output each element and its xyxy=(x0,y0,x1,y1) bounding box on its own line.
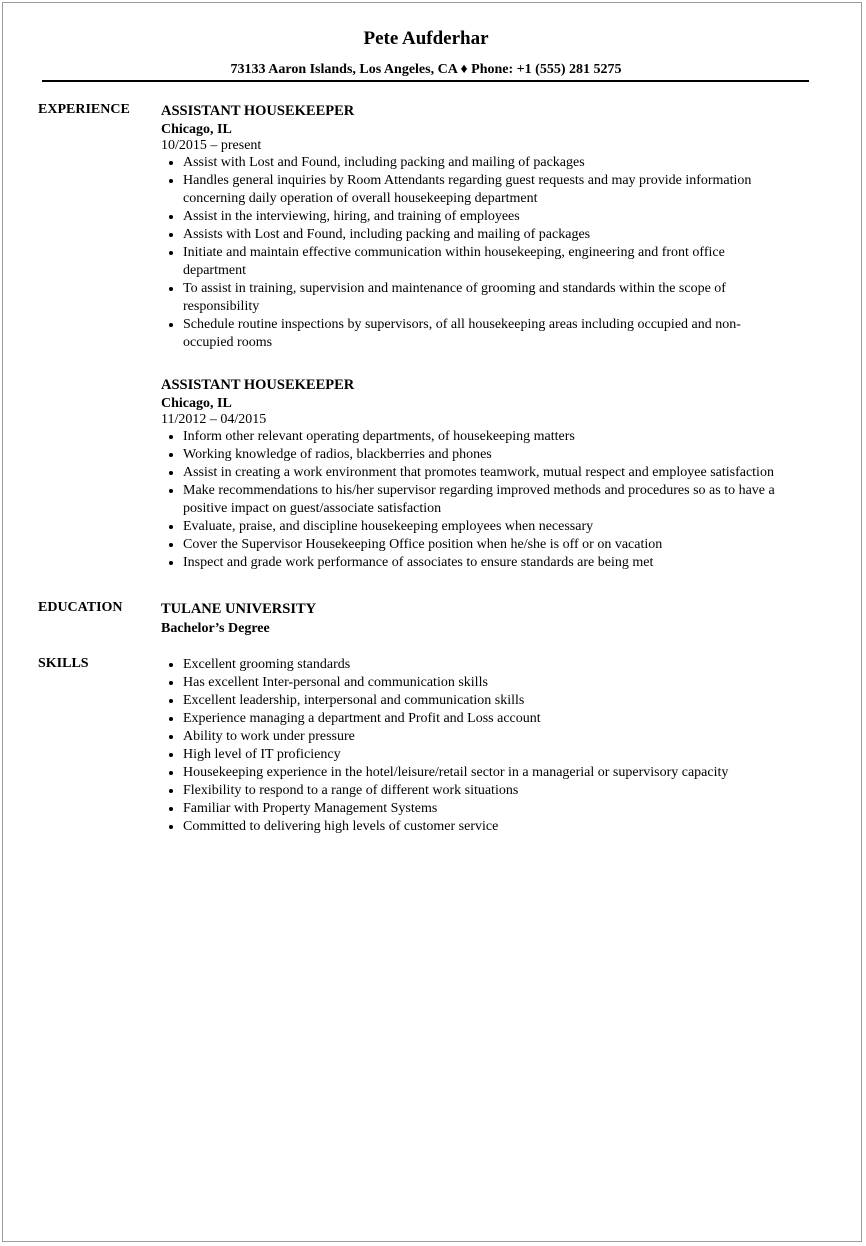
job-bullet: Inspect and grade work performance of associates to ensure standards are being met xyxy=(183,554,838,572)
job-bullet: Initiate and maintain effective communication within housekeeping, engineering and front office department xyxy=(183,244,773,280)
skill-item: Experience managing a department and Profit and Loss account xyxy=(183,710,838,728)
skill-item: Housekeeping experience in the hotel/leisure/retail sector in a managerial or supervisory capacity xyxy=(183,764,838,782)
job-bullet: Cover the Supervisor Housekeeping Office position when he/she is off or on vacation xyxy=(183,536,838,554)
job-location: Chicago, IL xyxy=(161,122,232,137)
skill-item: Committed to delivering high levels of customer service xyxy=(183,818,838,836)
job-location: Chicago, IL xyxy=(161,396,232,411)
job-bullet-list xyxy=(183,154,823,352)
section-label-education: EDUCATION xyxy=(38,600,123,615)
skill-item: Flexibility to respond to a range of different work situations xyxy=(183,782,838,800)
job-dates: 11/2012 – 04/2015 xyxy=(161,412,267,427)
job-bullet: Assist in creating a work environment that promotes teamwork, mutual respect and employee satisfaction xyxy=(183,464,838,482)
job-bullet: Schedule routine inspections by supervisors, of all housekeeping areas including occupied and non-occupied rooms xyxy=(183,316,783,352)
contact-line: 73133 Aaron Islands, Los Angeles, CA ♦ Phone: +1 (555) 281 5275 xyxy=(230,62,622,77)
job-bullet: Assists with Lost and Found, including packing and mailing of packages xyxy=(183,226,823,244)
skill-item: High level of IT proficiency xyxy=(183,746,838,764)
job-bullet: Working knowledge of radios, blackberries and phones xyxy=(183,446,838,464)
school-name: TULANE UNIVERSITY xyxy=(161,601,317,617)
job-bullet: To assist in training, supervision and maintenance of grooming and standards within the scope of responsibility xyxy=(183,280,773,316)
job-bullet: Make recommendations to his/her supervisor regarding improved methods and procedures so as to have a positive impact on guest/associate satisfaction xyxy=(183,482,818,518)
skill-item: Ability to work under pressure xyxy=(183,728,838,746)
skill-item: Familiar with Property Management Systems xyxy=(183,800,838,818)
skill-item: Excellent grooming standards xyxy=(183,656,838,674)
header-divider xyxy=(42,80,809,82)
job-title: ASSISTANT HOUSEKEEPER xyxy=(161,103,355,119)
candidate-name: Pete Aufderhar xyxy=(363,28,489,49)
job-title: ASSISTANT HOUSEKEEPER xyxy=(161,377,355,393)
section-label-skills: SKILLS xyxy=(38,656,89,671)
job-bullet: Evaluate, praise, and discipline housekeeping employees when necessary xyxy=(183,518,838,536)
job-bullet: Inform other relevant operating departments, of housekeeping matters xyxy=(183,428,838,446)
skill-item: Excellent leadership, interpersonal and communication skills xyxy=(183,692,838,710)
job-bullet-list xyxy=(183,428,838,572)
skill-item: Has excellent Inter-personal and communication skills xyxy=(183,674,838,692)
degree: Bachelor’s Degree xyxy=(161,621,270,636)
skills-list xyxy=(183,656,838,836)
job-bullet: Assist in the interviewing, hiring, and training of employees xyxy=(183,208,823,226)
job-bullet: Handles general inquiries by Room Attendants regarding guest requests and may provide information concerning daily operation of overall housekeeping department xyxy=(183,172,795,208)
job-bullet: Assist with Lost and Found, including packing and mailing of packages xyxy=(183,154,823,172)
section-label-experience: EXPERIENCE xyxy=(38,102,130,117)
job-dates: 10/2015 – present xyxy=(161,138,262,153)
